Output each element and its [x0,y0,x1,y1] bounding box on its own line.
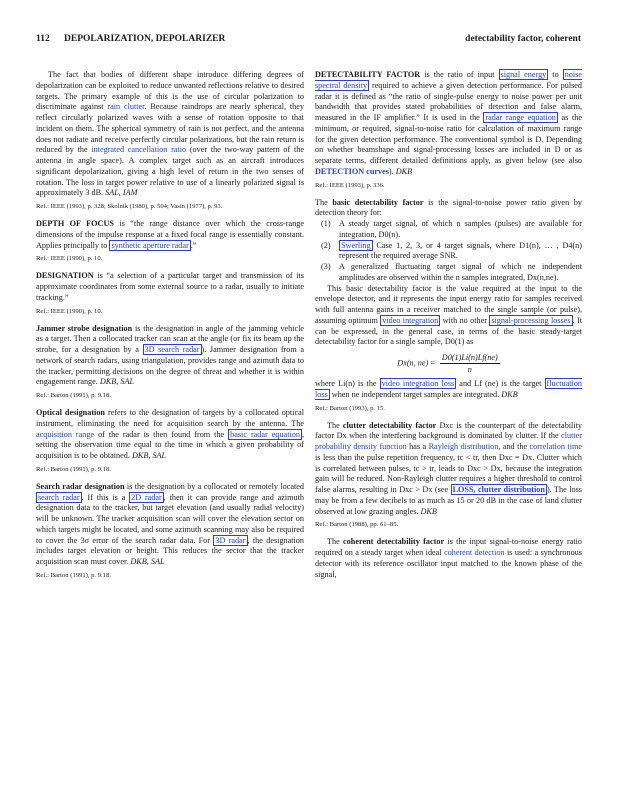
link-video-integration[interactable]: video integration [382,315,439,325]
link-fluctuation-loss[interactable]: fluctuation loss [315,379,582,399]
reference-note: Ref.: IEEE (1990), p. 10. [36,255,103,263]
reference-note: Ref.: IEEE (1993), p. 328; Skolnik (1980), p. 504; Vasin (1977), p. 93. [36,203,223,210]
detectability-equation: Dx(n, ne) = $\frac{D0(1)Li(n)Lf(ne)}{n}$ [397,353,498,374]
link-noise-spectral-density[interactable]: noise spectral density [315,70,583,90]
equation-explanation: where Li(n) is the video integration loss and Lf (ne) is the target fluctuation loss when ne independent target samples are integrated. DKB [315,379,582,399]
running-head-left: DEPOLARIZATION, DEPOLARIZER [64,34,226,44]
list-item: (3) A generalized fluctuating target signal of which ne independent amplitudes are observed within the n samples integrated, Dx(n,ne). [321,262,582,282]
depth-of-focus-entry: DEPTH OF FOCUS is “the range distance over which the cross-range dimensions of the impulse response at a fixed focal range is essentially constant. Applies principally to synthetic aperture radar .” [36,219,304,250]
coherent-detectability-entry: The coherent detectability factor is the input signal-to-noise energy ratio required on a steady target when ideal coherent detection is used: a synchronous detector with its reference oscillator input matched to the known phase of the signal, [315,537,583,579]
link-rayleigh-distribution[interactable]: Rayleigh distribution [428,442,499,451]
link-clutter-probability-density-function[interactable]: clutter probability density function [315,431,582,451]
basic-detectability-paragraph: This basic detectability factor is the value required at the input to the envelope detector, and it represents the input energy ratio for samples received with full antenna gains in a receiver matched to the single sample (or pulse), assuming optimum video integration with no other signal-processing losses . It can be expressed, in the general case, in terms of the basic steady-target detectability factor for a single sample, D0(1) as [315,283,582,347]
list-item: (2) Swerling Case 1, 2, 3, or 4 target signals, where D1(n), … , D4(n) represent the required average SNR. [321,240,582,261]
running-head-right: detectability factor, coherent [465,34,581,44]
reference-note: Ref.: IEEE (1990), p. 10. [36,307,103,315]
reference-note: Ref.: Barton (1991), p. 9.18. [36,392,111,399]
reference-note: Ref.: Barton (1991), p. 9.18. [36,571,111,579]
link-signal-energy[interactable]: signal energy [500,70,547,79]
link-integrated-cancellation-ratio[interactable]: integrated cancellation ratio [91,145,187,155]
search-radar-designation-entry: Search radar designation is the designation by a collocated or remotely located search radar . If this is a 2D radar , then it can provide range and azimuth designation data to the tracker, but target elevation (and usually radial velocity) will be unknown. The tracker acquisition scan will cover the elevation sector on which targets might be located, and some azimuth scanning may also be required to cover the 3σ error of the search radar data. For 3D radar , the designation includes target elevation or height. This reduces the sector that the tracker acquisition scan must cover. DKB, SAL [36,481,305,566]
link-detection-curves[interactable]: DETECTION curves [315,166,389,176]
clutter-detectability-entry: The clutter detectability factor Dxc is the counterpart of the detectability factor Dx when the interfering background is dominated by clutter. If the clutter probability density function has a Rayleigh distribution, and the correlation time is less than the pulse repetition frequency, tc < tr, then Dxc = Dx. Clutter which is correlated between pulses, tc > tr, leads to Dxc > Dx, because the integration gain will be reduced. Non-Rayleigh clutter requires a higher threshold to control false alarms, resulting in Dxc > Dx (see LOSS, clutter distribution ). The loss may be from a few decibels to as much as 15 or 20 dB in the case of land clutter observed at low grazing angles. DKB [315,420,582,516]
reference-note: Ref.: Barton (1993), p. 15. [315,404,385,412]
designation-entry: DESIGNATION is “a selection of a particular target and transmission of its approximate coordinates from some external source to a radar, usually to initiate tracking.” [36,271,304,302]
page-header [36,34,581,48]
optical-designation-entry: Optical designation refers to the designation of targets by a collocated optical instrument, eliminating the need for acquisition search by the antenna. The acquisition range of the radar is then found from the basic radar equation , setting the observation time equal to the time in which a given probability of acquisition is to be obtained. DKB, SAL [36,408,304,460]
detectability-factor-entry: DETECTABILITY FACTOR is the ratio of input signal energy to noise spectral density required to achieve a given detection performance. For pulsed radar it is defined as “the ratio of single-pulse energy to noise power per unit bandwidth that provides stated probabilities of detection and false alarm, measured in the IF amplifier.” It is used in the radar range equation as the minimum, or required, signal-to-noise ratio for calculation of maximum range for the given detection performance. The conventional symbol is D. Depending on whether beamshape and signal-processing losses are included in D or as separate terms, different detailed definitions apply, as given below (see also DETECTION curves). DKB [315,70,583,176]
left-column [36,70,304,588]
reference-note: Ref.: Barton (1988), pp. 61–85. [315,521,399,529]
jammer-strobe-designation-entry: Jammer strobe designation is the designation in angle of the jamming vehicle as a target. Then a collocated tracker can scan at the angle (or fix its beam up the strobe, for a designation by a 3D search radar ). Jammer designation from a network of search radars, using triangulation, provides range and azimuth data to the tracker, permitting decisions on the degree of threat and whether it is within engagement range. DKB, SAL [36,323,305,387]
right-column [315,70,582,580]
basic-detectability-entry: The basic detectability factor is the signal-to-noise power ratio given by detection theory for: [315,197,582,218]
link-2d-radar[interactable]: 2D radar [131,492,162,502]
link-correlation-time[interactable]: correlation time [529,442,582,451]
link-3d-search-radar[interactable]: 3D search radar [144,345,200,354]
depolarization-paragraph: The fact that bodies of different shape introduce differing degrees of depolarization can be exploited to reduce unwanted reflections relative to desired targets. The primary example of this is the use of circular polarization to discriminate against rain clutter. Because raindrops are nearly spherical, they reflect circularly polarized waves with a sense of rotation opposite to that incident on them. The spherical symmetry of rain is not perfect, and the antenna does not radiate and receive perfectly circular polarizations, but the rain return is reduced by the integrated cancellation ratio (over the two-way pattern of the antenna in angle space). A complex target such as an aircraft introduces significant depolarization, giving a high level of return in the two senses of rotation. The loss in target power relative to use of a linearly polarized signal is approximately 3 dB. SAL, IAM [36,70,304,198]
list-item: (1) A steady target signal, of which n samples (pulses) are available for integration, D0(n). [321,219,582,239]
link-search-radar[interactable]: search radar [38,492,80,502]
reference-note: Ref.: IEEE (1993), p. 336. [315,181,385,189]
page-number: 112 [36,34,50,44]
link-basic-radar-equation[interactable]: basic radar equation [230,429,300,439]
link-loss-clutter-distribution[interactable]: LOSS, clutter distribution [452,485,545,494]
link-3d-radar[interactable]: 3D radar [215,535,246,545]
link-video-integration-loss[interactable]: video integration loss [381,379,455,388]
link-swerling[interactable]: Swerling [341,240,371,250]
link-synthetic-aperture-radar[interactable]: synthetic aperture radar [111,240,189,250]
link-radar-range-equation[interactable]: radar range equation [485,113,556,122]
link-coherent-detection[interactable]: coherent detection [444,548,505,557]
link-acquisition-range[interactable]: acquisition range [36,429,95,439]
link-signal-processing-losses[interactable]: signal-processing losses [491,315,571,325]
reference-note: Ref.: Barton (1991), p. 9.18. [36,465,111,473]
link-rain-clutter[interactable]: rain clutter [107,102,145,112]
